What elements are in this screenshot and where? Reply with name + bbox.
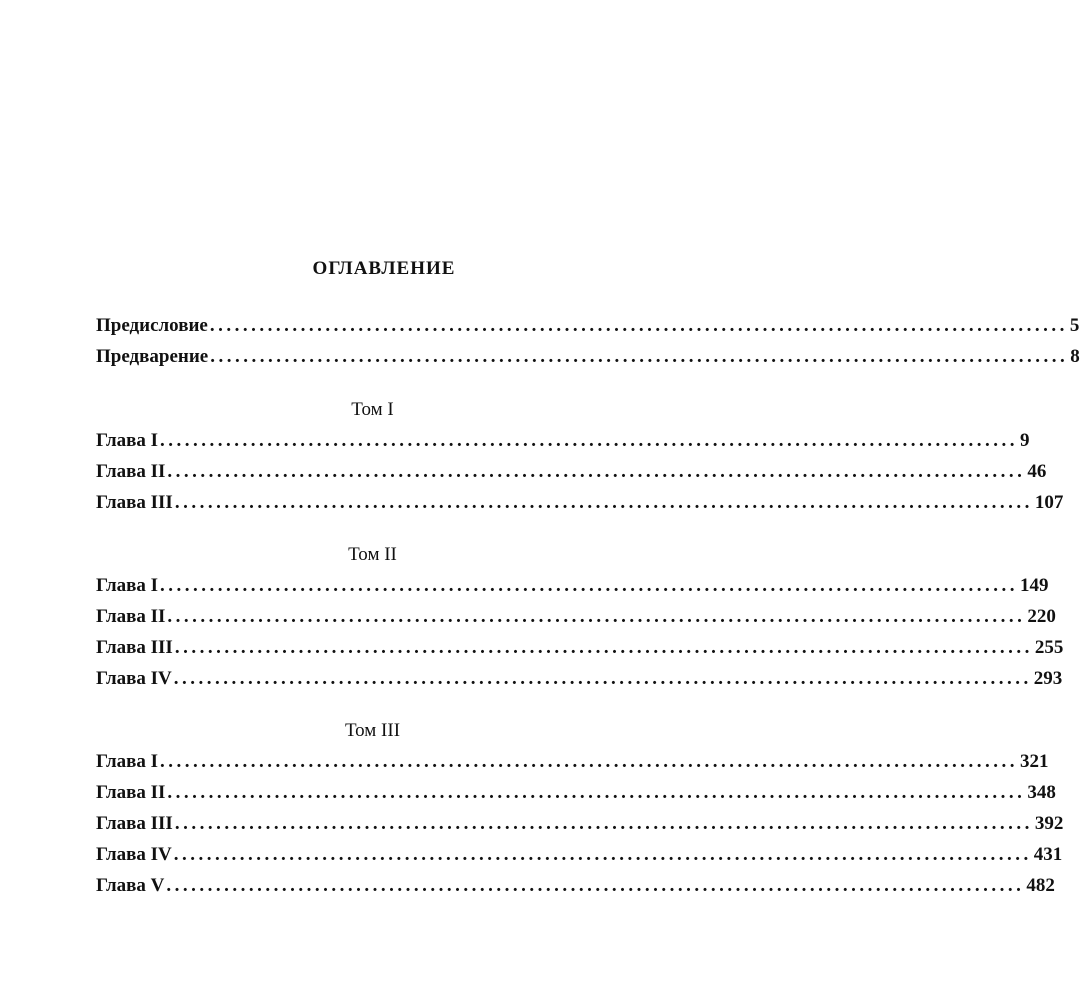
dot-leader: ........................................................................................................ bbox=[160, 430, 1019, 451]
toc-entry-title: Предварение bbox=[96, 346, 209, 367]
volume-heading-2: Том II bbox=[348, 544, 397, 565]
toc-entry-title: Глава IV bbox=[96, 668, 172, 689]
toc-entry-page: 482 bbox=[1026, 875, 1055, 896]
dot-leader: ........................................................................................................ bbox=[174, 637, 1033, 658]
spacer bbox=[96, 372, 673, 394]
toc-entry-vol1-ch3[interactable] bbox=[96, 487, 1064, 518]
toc-entry-title: Глава III bbox=[96, 637, 173, 658]
toc-entry-page: 392 bbox=[1034, 813, 1064, 834]
toc-entry-title: Глава III bbox=[96, 492, 173, 513]
toc-entry-title: Глава III bbox=[96, 813, 173, 834]
toc-entry-vol2-ch1[interactable] bbox=[96, 570, 1049, 601]
dot-leader: ........................................................................................................ bbox=[160, 751, 1019, 772]
toc-entry-page: 255 bbox=[1034, 637, 1064, 658]
toc-entry-page: 220 bbox=[1027, 606, 1056, 627]
dot-leader: ........................................................................................................ bbox=[173, 844, 1032, 865]
dot-leader: ........................................................................................................ bbox=[174, 813, 1033, 834]
toc-entry-page: 293 bbox=[1033, 668, 1063, 689]
toc-entry-page: 9 bbox=[1020, 430, 1030, 451]
toc-entry-page: 149 bbox=[1020, 575, 1049, 596]
dot-leader: ........................................................................................................ bbox=[160, 575, 1019, 596]
toc-entry-vol3-ch1[interactable] bbox=[96, 746, 1049, 777]
volume-heading-1: Том I bbox=[351, 399, 394, 420]
dot-leader: ........................................................................................................ bbox=[209, 315, 1068, 336]
toc-entry-vol3-ch2[interactable] bbox=[96, 777, 1056, 808]
volume-heading-3: Том III bbox=[344, 720, 401, 741]
table-of-contents bbox=[96, 310, 1080, 901]
toc-entry-title: Глава I bbox=[96, 575, 159, 596]
toc-entry-vol3-ch4[interactable] bbox=[96, 839, 1063, 870]
toc-entry-vol1-ch2[interactable] bbox=[96, 456, 1047, 487]
toc-entry-title: Глава II bbox=[96, 782, 166, 803]
dot-leader: ........................................................................................................ bbox=[174, 492, 1033, 513]
toc-entry-title: Глава IV bbox=[96, 844, 172, 865]
dot-leader: ........................................................................................................ bbox=[166, 875, 1025, 896]
dot-leader: ........................................................................................................ bbox=[210, 346, 1069, 367]
toc-entry-title: Глава I bbox=[96, 430, 159, 451]
dot-leader: ........................................................................................................ bbox=[167, 782, 1026, 803]
toc-entry-title: Глава II bbox=[96, 606, 166, 627]
toc-entry-vol3-ch5[interactable] bbox=[96, 870, 1055, 901]
toc-entry-vol1-ch1[interactable] bbox=[96, 425, 1030, 456]
toc-entry-title: Глава I bbox=[96, 751, 159, 772]
toc-entry-page: 107 bbox=[1034, 492, 1064, 513]
toc-entry-vol2-ch3[interactable] bbox=[96, 632, 1064, 663]
toc-entry-title: Глава II bbox=[96, 461, 166, 482]
toc-entry-title: Предисловие bbox=[96, 315, 208, 336]
toc-entry-vol3-ch3[interactable] bbox=[96, 808, 1064, 839]
toc-entry-page: 8 bbox=[1070, 346, 1080, 367]
toc-entry-vol2-ch4[interactable] bbox=[96, 663, 1063, 694]
dot-leader: ........................................................................................................ bbox=[173, 668, 1032, 689]
page-title: ОГЛАВЛЕНИЕ bbox=[312, 258, 456, 279]
spacer bbox=[96, 518, 673, 539]
toc-entry-page: 5 bbox=[1069, 315, 1080, 336]
toc-entry-page: 46 bbox=[1027, 461, 1047, 482]
toc-entry-title: Глава V bbox=[96, 875, 165, 896]
dot-leader: ........................................................................................................ bbox=[167, 606, 1026, 627]
toc-entry-foreword[interactable] bbox=[96, 341, 1080, 372]
toc-entry-page: 431 bbox=[1033, 844, 1063, 865]
toc-entry-page: 321 bbox=[1020, 751, 1049, 772]
toc-entry-vol2-ch2[interactable] bbox=[96, 601, 1056, 632]
dot-leader: ........................................................................................................ bbox=[167, 461, 1026, 482]
spacer bbox=[96, 694, 673, 715]
toc-entry-preface[interactable] bbox=[96, 310, 1080, 341]
toc-entry-page: 348 bbox=[1027, 782, 1056, 803]
